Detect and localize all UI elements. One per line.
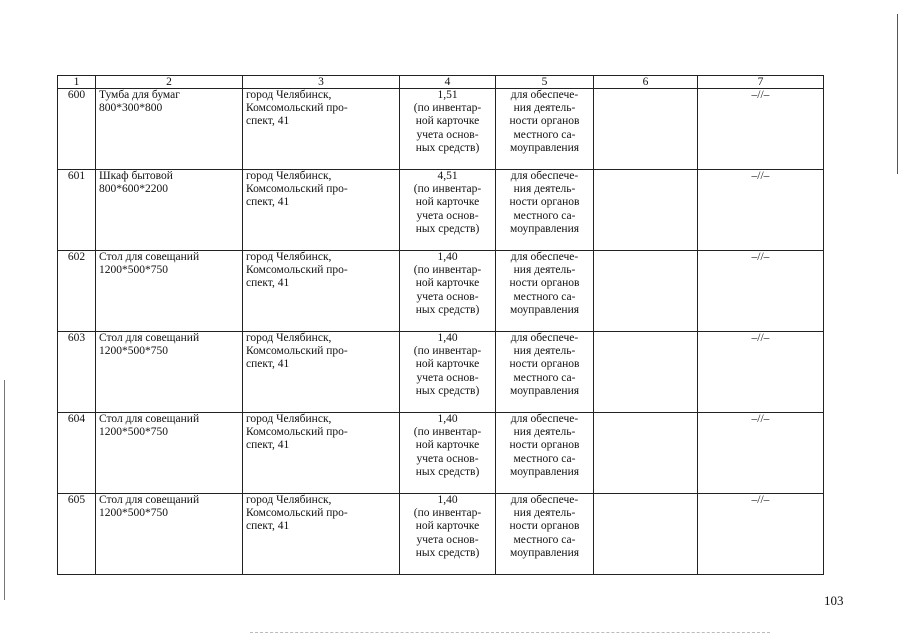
item-address: город Челябинск, Комсомольский про- спект, 41 — [243, 413, 400, 494]
item-purpose: для обеспече- ния деятель- ности органов местного са- моуправления — [496, 89, 594, 170]
header-cell: 7 — [698, 76, 824, 89]
item-value: 1,40 (по инвентар- ной карточке учета основ- ных средств) — [400, 494, 496, 575]
item-number: 603 — [58, 332, 96, 413]
item-value: 1,40 (по инвентар- ной карточке учета основ- ных средств) — [400, 251, 496, 332]
scan-bottom-artifact — [250, 632, 770, 634]
item-name: Шкаф бытовой 800*600*2200 — [96, 170, 243, 251]
item-name: Тумба для бумаг 800*300*800 — [96, 89, 243, 170]
item-col7: –//– — [698, 89, 824, 170]
item-col7: –//– — [698, 413, 824, 494]
item-col6 — [594, 494, 698, 575]
item-address: город Челябинск, Комсомольский про- спект, 41 — [243, 170, 400, 251]
item-number: 605 — [58, 494, 96, 575]
item-address: город Челябинск, Комсомольский про- спект, 41 — [243, 494, 400, 575]
item-purpose: для обеспече- ния деятель- ности органов местного са- моуправления — [496, 332, 594, 413]
table-row — [58, 170, 824, 251]
item-col7: –//– — [698, 332, 824, 413]
item-purpose: для обеспече- ния деятель- ности органов местного са- моуправления — [496, 413, 594, 494]
page-number: 103 — [824, 593, 844, 608]
table-row — [58, 413, 824, 494]
item-col6 — [594, 251, 698, 332]
item-col7: –//– — [698, 170, 824, 251]
item-name: Стол для совещаний 1200*500*750 — [96, 332, 243, 413]
scan-edge-right — [897, 14, 898, 174]
item-value: 1,51 (по инвентар- ной карточке учета основ- ных средств) — [400, 89, 496, 170]
property-register-table — [57, 75, 824, 575]
item-number: 601 — [58, 170, 96, 251]
item-col6 — [594, 332, 698, 413]
item-col7: –//– — [698, 494, 824, 575]
header-cell: 6 — [594, 76, 698, 89]
header-cell: 3 — [243, 76, 400, 89]
item-col6 — [594, 413, 698, 494]
item-name: Стол для совещаний 1200*500*750 — [96, 494, 243, 575]
header-cell: 2 — [96, 76, 243, 89]
table-row — [58, 332, 824, 413]
item-number: 602 — [58, 251, 96, 332]
header-cell: 4 — [400, 76, 496, 89]
item-purpose: для обеспече- ния деятель- ности органов местного са- моуправления — [496, 494, 594, 575]
item-col6 — [594, 170, 698, 251]
item-value: 1,40 (по инвентар- ной карточке учета основ- ных средств) — [400, 332, 496, 413]
header-cell: 1 — [58, 76, 96, 89]
item-purpose: для обеспече- ния деятель- ности органов местного са- моуправления — [496, 251, 594, 332]
item-name: Стол для совещаний 1200*500*750 — [96, 251, 243, 332]
item-col6 — [594, 89, 698, 170]
item-purpose: для обеспече- ния деятель- ности органов местного са- моуправления — [496, 170, 594, 251]
header-cell: 5 — [496, 76, 594, 89]
item-col7: –//– — [698, 251, 824, 332]
item-number: 604 — [58, 413, 96, 494]
item-value: 1,40 (по инвентар- ной карточке учета основ- ных средств) — [400, 413, 496, 494]
scan-edge-left — [4, 380, 5, 600]
item-name: Стол для совещаний 1200*500*750 — [96, 413, 243, 494]
table-row — [58, 251, 824, 332]
item-number: 600 — [58, 89, 96, 170]
item-address: город Челябинск, Комсомольский про- спект, 41 — [243, 251, 400, 332]
item-address: город Челябинск, Комсомольский про- спект, 41 — [243, 332, 400, 413]
item-address: город Челябинск, Комсомольский про- спект, 41 — [243, 89, 400, 170]
table-row — [58, 494, 824, 575]
table-row — [58, 89, 824, 170]
column-number-header — [58, 76, 824, 89]
item-value: 4,51 (по инвентар- ной карточке учета основ- ных средств) — [400, 170, 496, 251]
